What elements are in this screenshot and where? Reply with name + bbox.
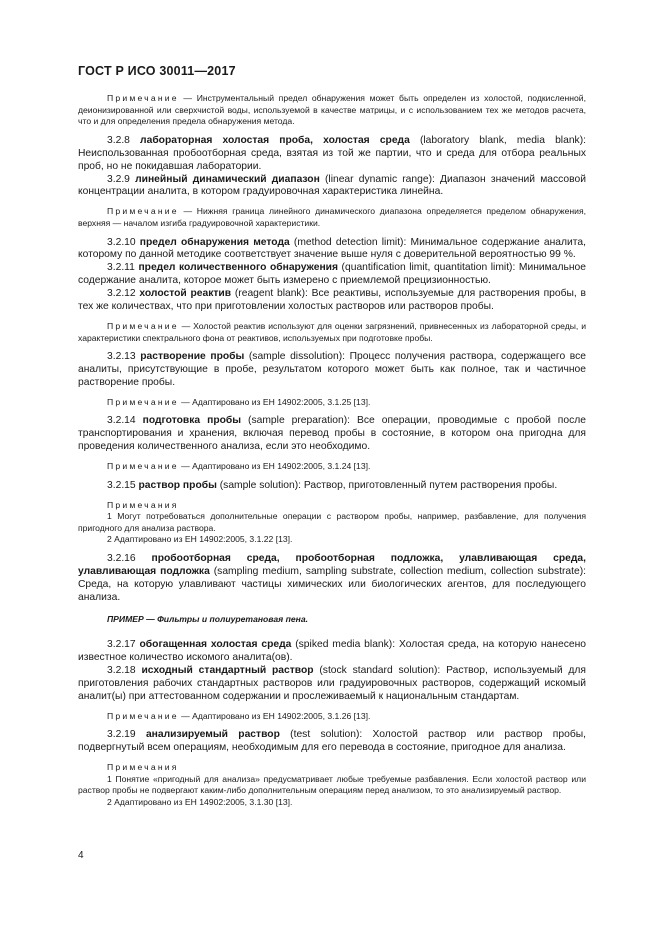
term-definition [78, 135, 586, 174]
notes-block [78, 500, 586, 546]
term-text: (reagent blank): Все реактивы, используемые для растворения пробы, в тех же количествах, что при приготовлении холостых растворов или растворов пробы. [78, 288, 586, 313]
term-name: исходный стандартный раствор [141, 665, 314, 677]
term-text: (laboratory blank, media blank): Неиспользованная пробоотборная среда, взятая из той же партии, что и среда для отбора реальных проб, но не покидавшая лаборатории. [78, 134, 586, 172]
example-paragraph: ПРИМЕР — Фильтры и полиуретановая пена. [107, 613, 308, 624]
term-definition [78, 665, 586, 704]
note-text: — Инструментальный предел обнаружения может быть определен из холостой, подкисленной, деионизированной или сверхчистой воды, используемой в качестве матрицы, и с использованием тех же методов расчета, что и для определения предела обнаружения метода. [78, 93, 586, 127]
note-item: 2 Адаптировано из ЕН 14902:2005, 3.1.22 [13]. [107, 534, 293, 545]
note-label: Примечание [107, 206, 179, 217]
term-name: пробоотборная среда, пробоотборная подложка, улавливающая среда, улавливающая подложка [78, 553, 586, 577]
term-text: (sample dissolution): Процесс получения раствора, содержащего все аналиты, присутствующие в пробе, результатом которого может быть как полное, так и частичное растворение пробы. [78, 351, 586, 388]
term-number: 3.2.8 [107, 134, 130, 146]
term-number: 3.2.13 [107, 351, 136, 363]
term-number: 3.2.16 [107, 553, 136, 565]
document-body [78, 93, 586, 809]
term-definition [78, 174, 586, 200]
term-definition [78, 480, 586, 493]
page-number: 4 [78, 850, 84, 861]
term-text: (sample preparation): Все операции, проводимые с пробой после транспортирования и хранения, включая перевод пробы в состояние, в котором она пригодна для проведения количественного анализа, если это необходимо. [78, 415, 586, 453]
term-name: лабораторная холостая проба, холостая среда [140, 134, 410, 146]
note-item: 1 Понятие «пригодный для анализа» предусматривает любые требуемые разбавления. Если холостой раствор или раствор пробы не подвергают каким-либо дополнительным операциям перед анализом, то это анализируемый раствор. [78, 773, 586, 796]
term-text: (sampling medium, sampling substrate, collection medium, collection substrate): Среда, на которую улавливают частицы химических или биологических агентов, для последующего анализа. [78, 565, 586, 603]
term-text: (method detection limit): Минимальное содержание аналита, которому по данной методике соответствует значение выше нуля с доверительной вероятностью 99 %. [78, 236, 586, 261]
term-name: линейный динамический диапазон [135, 173, 320, 185]
note-label: Примечание [107, 396, 179, 407]
term-number: 3.2.15 [107, 479, 136, 491]
term-name: раствор пробы [138, 479, 217, 491]
note-text: — Адаптировано из ЕН 14902:2005, 3.1.26 [13]. [178, 710, 371, 721]
term-text: (sample solution): Раствор, приготовленный путем растворения пробы. [216, 479, 558, 491]
note-paragraph [78, 711, 586, 723]
term-definition [78, 351, 586, 390]
term-definition [78, 553, 586, 605]
term-name: подготовка пробы [142, 415, 242, 427]
note-label: Примечание [107, 93, 179, 103]
term-definition [78, 237, 586, 263]
note-text: — Нижняя граница линейного динамического диапазона определяется пределом обнаружения, верхняя — началом изгиба градуировочной характеристики. [78, 206, 586, 228]
note-text: — Адаптировано из ЕН 14902:2005, 3.1.24 [13]. [178, 461, 371, 472]
term-text: (linear dynamic range): Диапазон значений массовой концентрации аналита, в котором градуировочная характеристика линейна. [78, 173, 586, 198]
note-text: — Холостой реактив используют для оценки загрязнений, привнесенных из лабораторной среды, и характеристики спектрального фона от реактивов, используемых при подготовке пробы. [78, 320, 586, 343]
term-name: холостой реактив [139, 288, 232, 300]
term-text: (spiked media blank): Холостая среда, на которую нанесено известное количество искомого аналита(ов). [78, 639, 586, 664]
term-definition [78, 262, 586, 288]
term-definition [78, 639, 586, 665]
term-name: предел обнаружения метода [139, 236, 290, 248]
term-number: 3.2.19 [107, 729, 136, 741]
term-name: растворение пробы [140, 351, 245, 363]
term-number: 3.2.9 [107, 173, 130, 185]
note-paragraph [78, 397, 586, 409]
term-definition [78, 415, 586, 454]
note-label: Примечание [107, 320, 179, 331]
term-number: 3.2.10 [107, 236, 136, 248]
term-number: 3.2.17 [107, 639, 136, 651]
term-name: обогащенная холостая среда [139, 639, 292, 651]
term-text: (stock standard solution): Раствор, используемый для приготовления рабочих стандартных растворов или градуировочных растворов, содержащий искомый аналит(ы) при аттестованном содержании и прослеживаемый к национальным стандартам. [78, 665, 586, 702]
term-definition [78, 288, 586, 314]
term-text: (test solution): Холостой раствор или раствор пробы, подвергнутый всем операциям, необходимым для его перевода в состояние, пригодное для анализа. [78, 729, 586, 754]
term-text: (quantification limit, quantitation limit): Минимальное содержание аналита, которое может быть измерено с приемлемой прецизионностью. [78, 262, 586, 287]
notes-heading: Примечания [107, 499, 179, 510]
note-paragraph [78, 461, 586, 473]
note-paragraph [78, 93, 586, 128]
term-name: анализируемый раствор [145, 729, 280, 741]
note-item: 2 Адаптировано из ЕН 14902:2005, 3.1.30 [13]. [107, 796, 293, 807]
term-name: предел количественного обнаружения [138, 262, 338, 274]
note-item: 1 Могут потребоваться дополнительные операции с раствором пробы, например, разбавление, для получения пригодного для анализа раствора. [78, 511, 586, 533]
note-paragraph [78, 206, 586, 229]
term-number: 3.2.14 [107, 415, 136, 427]
term-number: 3.2.12 [107, 288, 136, 300]
note-label: Примечание [107, 710, 179, 721]
document-header: ГОСТ Р ИСО 30011—2017 [78, 64, 236, 78]
note-label: Примечание [107, 461, 179, 472]
term-number: 3.2.11 [107, 262, 135, 274]
notes-block [78, 762, 586, 808]
notes-heading: Примечания [107, 762, 179, 773]
term-number: 3.2.18 [107, 665, 136, 677]
note-paragraph [78, 321, 586, 344]
note-text: — Адаптировано из ЕН 14902:2005, 3.1.25 [13]. [178, 396, 371, 407]
term-definition [78, 729, 586, 755]
